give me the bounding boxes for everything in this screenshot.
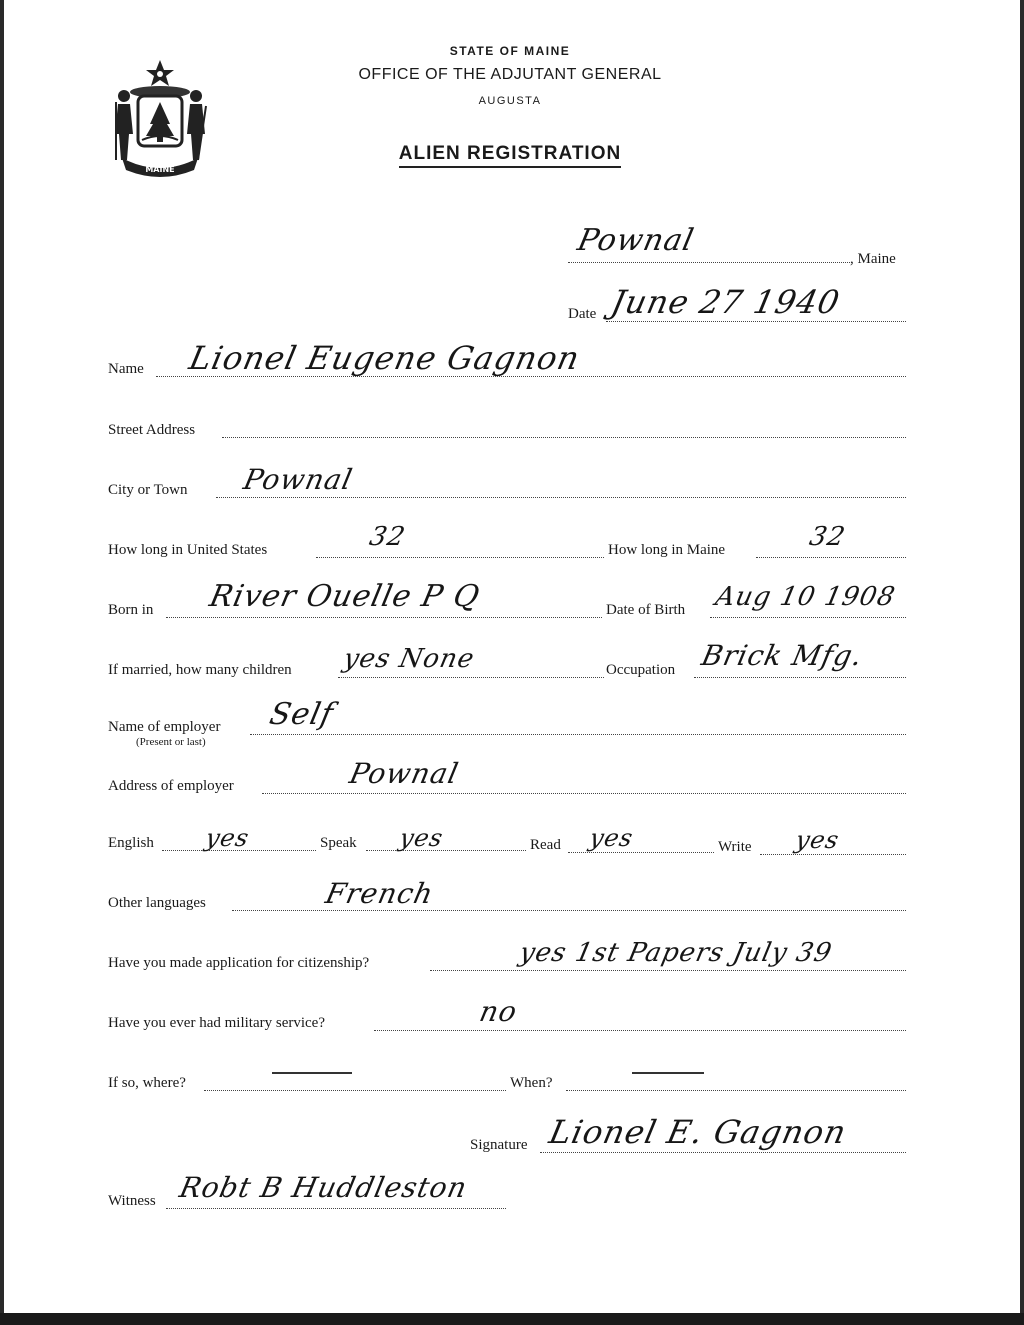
write-label: Write — [718, 839, 752, 855]
occupation-value: Brick Mfg. — [698, 639, 866, 672]
citizenship-value: yes 1st Papers July 39 — [516, 938, 835, 968]
date-line — [606, 321, 906, 322]
military-line — [374, 1030, 906, 1031]
english-label: English — [108, 835, 154, 851]
children-label: If married, how many children — [108, 662, 292, 678]
speak-label: Speak — [320, 835, 357, 851]
employer-address-label: Address of employer — [108, 778, 234, 794]
occupation-label: Occupation — [606, 662, 676, 678]
name-value: Lionel Eugene Gagnon — [185, 339, 584, 377]
us-years-value: 32 — [366, 522, 409, 552]
signature-line — [540, 1152, 906, 1153]
speak-line — [366, 850, 526, 851]
date-label: Date — [568, 306, 597, 322]
other-languages-label: Other languages — [108, 895, 206, 911]
witness-label: Witness — [108, 1193, 156, 1209]
scan-border-left — [0, 0, 4, 1325]
city-label: City or Town — [108, 482, 188, 498]
other-languages-line — [232, 910, 906, 911]
us-years-label: How long in United States — [108, 542, 268, 558]
read-label: Read — [530, 837, 561, 853]
employer-label: Name of employer — [108, 719, 221, 735]
where-line — [204, 1090, 506, 1091]
military-value: no — [476, 995, 521, 1028]
children-value: yes None — [340, 644, 478, 674]
form-title: ALIEN REGISTRATION — [300, 143, 720, 165]
witness-value: Robt B Huddleston — [176, 1171, 471, 1204]
maine-years-value: 32 — [806, 522, 849, 552]
write-line — [760, 854, 906, 855]
date-value: June 27 1940 — [607, 283, 844, 321]
maine-label: , Maine — [850, 251, 896, 267]
svg-text:MAINE: MAINE — [145, 165, 175, 174]
witness-line — [166, 1208, 506, 1209]
state-seal-icon — [108, 56, 212, 178]
dob-label: Date of Birth — [606, 602, 686, 618]
header-office: OFFICE OF THE ADJUTANT GENERAL — [358, 66, 662, 83]
occupation-line — [694, 677, 906, 678]
english-value: yes — [203, 824, 253, 852]
signature-value: Lionel E. Gagnon — [545, 1113, 851, 1151]
maine-years-line — [756, 557, 906, 558]
employer-line — [250, 734, 906, 735]
employer-value: Self — [266, 697, 337, 732]
signature-label: Signature — [470, 1137, 528, 1153]
other-languages-value: French — [322, 877, 437, 910]
dob-line — [710, 617, 906, 618]
name-label: Name — [108, 361, 144, 377]
street-label: Street Address — [108, 422, 196, 438]
citizenship-line — [430, 970, 906, 971]
city-line — [216, 497, 906, 498]
header-city: AUGUSTA — [478, 95, 542, 107]
read-value: yes — [587, 824, 637, 852]
us-years-line — [316, 557, 604, 558]
where-dash — [272, 1072, 352, 1074]
header-state: STATE OF MAINE — [449, 44, 571, 58]
street-line — [222, 437, 906, 438]
when-label: When? — [510, 1075, 553, 1091]
write-value: yes — [793, 826, 843, 854]
employer-address-value: Pownal — [346, 757, 462, 790]
military-label: Have you ever had military service? — [108, 1015, 325, 1031]
when-line — [566, 1090, 906, 1091]
born-label: Born in — [108, 602, 154, 618]
where-label: If so, where? — [108, 1075, 186, 1091]
town-value: Pownal — [574, 223, 698, 258]
maine-years-label: How long in Maine — [608, 542, 726, 558]
dob-value: Aug 10 1908 — [712, 582, 899, 612]
born-value: River Ouelle P Q — [206, 579, 484, 614]
speak-value: yes — [397, 824, 447, 852]
read-line — [568, 852, 714, 853]
employer-address-line — [262, 793, 906, 794]
town-line — [568, 262, 850, 263]
scan-border-right — [1020, 0, 1024, 1325]
children-line — [338, 677, 604, 678]
citizenship-label: Have you made application for citizenship? — [108, 955, 370, 971]
city-value: Pownal — [240, 463, 356, 496]
when-dash — [632, 1072, 704, 1074]
scan-border-bottom — [0, 1313, 1024, 1325]
born-line — [166, 617, 602, 618]
employer-note: (Present or last) — [136, 736, 206, 748]
